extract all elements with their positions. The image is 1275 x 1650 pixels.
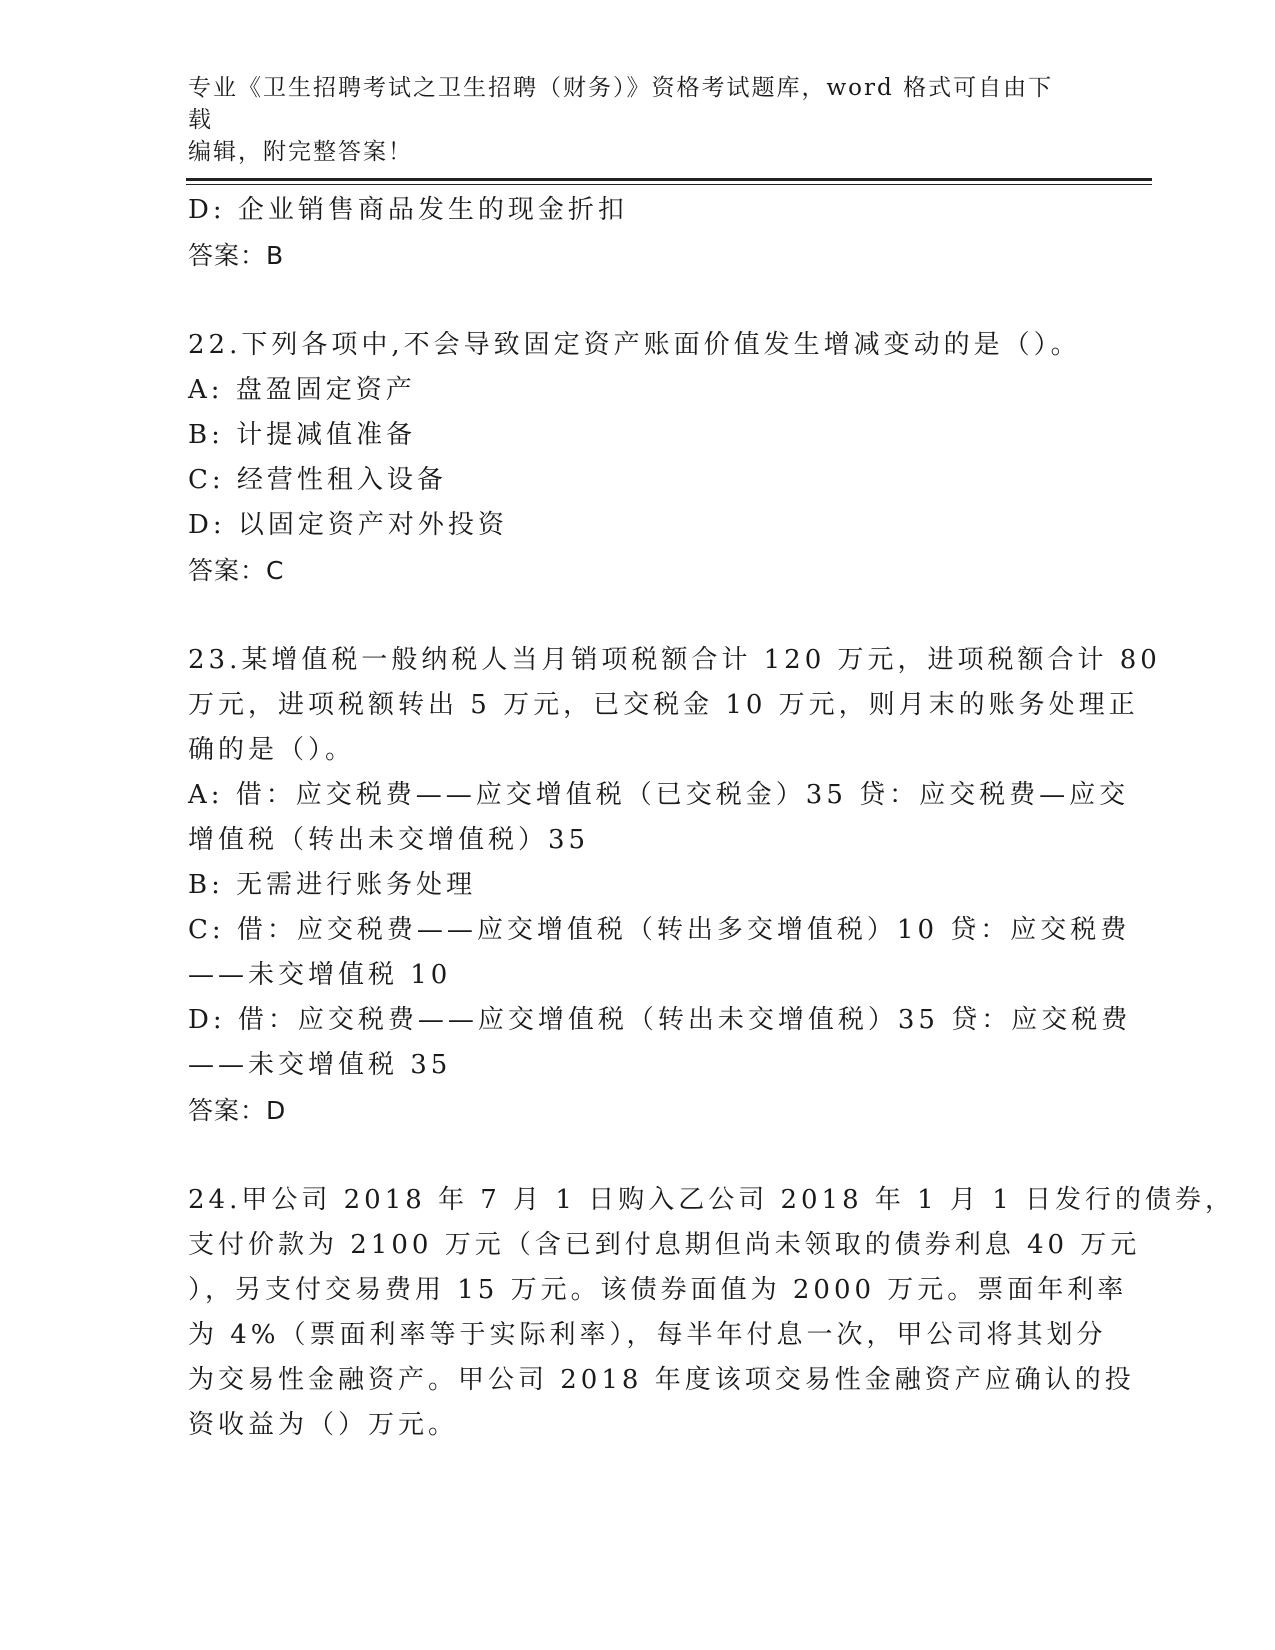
q21-option-d: D: 企业销售商品发生的现金折扣 [188,195,628,225]
question-22 [188,323,1088,593]
question-23 [188,638,1161,1133]
page-header [188,72,1068,168]
q23-option-a-line-2: 增值税（转出未交增值税）35 [188,825,590,855]
q23-option-a-line-1: A: 借：应交税费——应交增值税（已交税金）35 贷：应交税费—应交 [188,780,1130,810]
header-line-1: 专业《卫生招聘考试之卫生招聘（财务）》资格考试题库，word 格式可自由下载 [188,75,1054,133]
question-24 [188,1178,1236,1448]
q23-option-d-line-2: ——未交增值税 35 [188,1050,452,1080]
document-body [188,188,1236,1448]
q23-stem-line-2: 万元，进项税额转出 5 万元，已交税金 10 万元，则月末的账务处理正 [188,690,1139,720]
header-rule-thin [186,184,1152,185]
q23-option-c-line-1: C: 借：应交税费——应交增值税（转出多交增值税）10 贷：应交税费 [188,915,1131,945]
q23-stem-line-3: 确的是（）。 [188,735,356,765]
q22-answer: 答案：C [188,556,285,585]
q24-stem-line-2: 支付价款为 2100 万元（含已到付息期但尚未领取的债券利息 40 万元 [188,1230,1141,1260]
q23-option-c-line-2: ——未交增值税 10 [188,960,452,990]
q24-stem-line-1: 24.甲公司 2018 年 7 月 1 日购入乙公司 2018 年 1 月 1 日发行的债券， [188,1185,1236,1215]
q22-stem: 22.下列各项中,不会导致固定资产账面价值发生增减变动的是（）。 [188,330,1081,360]
q22-option-b: B: 计提减值准备 [188,420,417,450]
q22-option-d: D: 以固定资产对外投资 [188,510,508,540]
header-line-2: 编辑，附完整答案！ [188,139,413,165]
q23-option-b: B: 无需进行账务处理 [188,870,477,900]
q24-stem-line-4: 为 4%（票面利率等于实际利率），每半年付息一次，甲公司将其划分 [188,1320,1107,1350]
q21-answer: 答案：B [188,241,285,270]
q24-stem-line-6: 资收益为（）万元。 [188,1410,459,1440]
q24-stem-line-3: ），另支付交易费用 15 万元。该债券面值为 2000 万元。票面年利率 [188,1275,1128,1305]
q23-option-d-line-1: D: 借：应交税费——应交增值税（转出未交增值税）35 贷：应交税费 [188,1005,1132,1035]
q23-stem-line-1: 23.某增值税一般纳税人当月销项税额合计 120 万元，进项税额合计 80 [188,645,1161,675]
q24-stem-line-5: 为交易性金融资产。甲公司 2018 年度该项交易性金融资产应确认的投 [188,1365,1135,1395]
q23-answer: 答案：D [188,1096,287,1125]
question-21-tail [188,188,1088,278]
q22-option-c: C: 经营性租入设备 [188,465,447,495]
q22-option-a: A: 盘盈固定资产 [188,375,416,405]
header-rule-thick [186,178,1152,181]
